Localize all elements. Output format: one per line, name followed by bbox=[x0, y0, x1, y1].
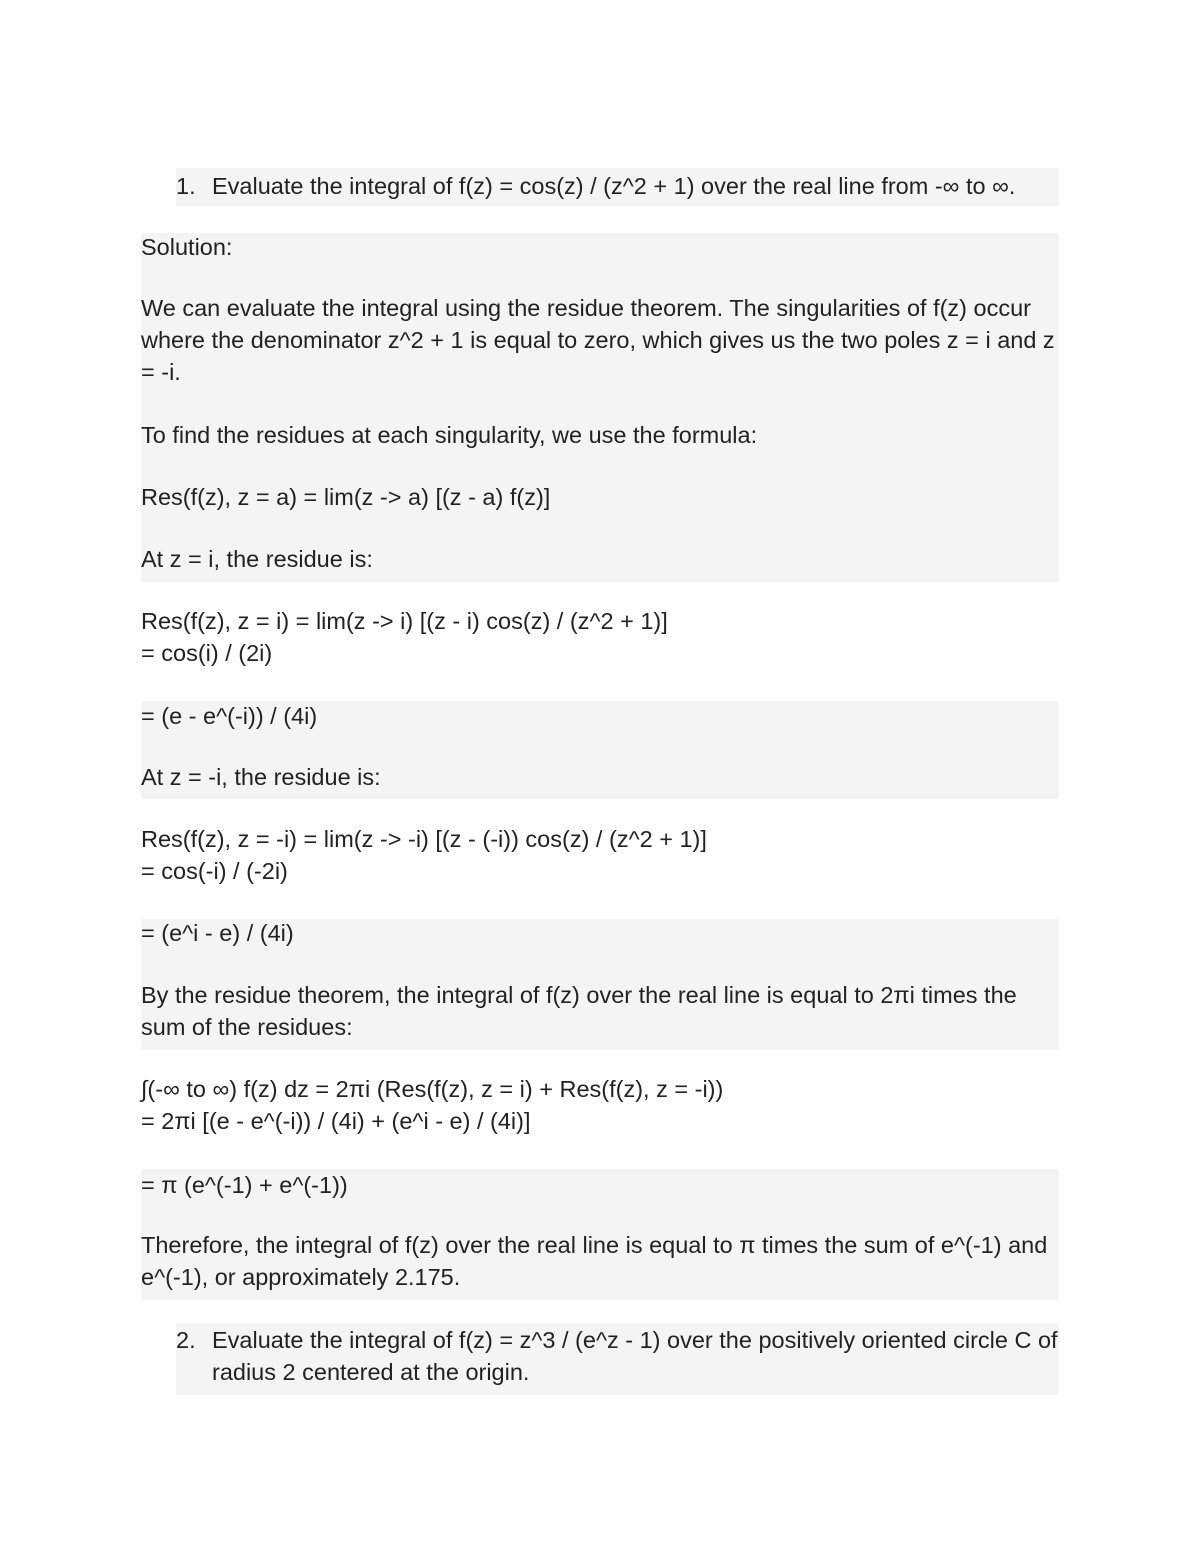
residue-formula: Res(f(z), z = a) = lim(z -> a) [(z - a) f(z)] bbox=[141, 484, 551, 510]
theorem-line-1: By the residue theorem, the integral of f(z) over the real line is equal to 2πi times the bbox=[141, 982, 1017, 1008]
residue-neg-i-result: = (e^i - e) / (4i) bbox=[141, 920, 294, 946]
residue-neg-i-intro: At z = -i, the residue is: bbox=[141, 764, 381, 790]
integral-line-1: ∫(-∞ to ∞) f(z) dz = 2πi (Res(f(z), z = i) + Res(f(z), z = -i)) bbox=[141, 1076, 724, 1102]
residue-i-line-2: = cos(i) / (2i) bbox=[141, 640, 273, 666]
formula-intro: To find the residues at each singularity, we use the formula: bbox=[141, 422, 758, 448]
list-item-2-number: 2. bbox=[176, 1327, 196, 1353]
residue-i-line-1: Res(f(z), z = i) = lim(z -> i) [(z - i) cos(z) / (z^2 + 1)] bbox=[141, 608, 668, 634]
residue-i-intro: At z = i, the residue is: bbox=[141, 546, 373, 572]
list-item-1-number: 1. bbox=[176, 173, 196, 199]
intro-line-2: where the denominator z^2 + 1 is equal to zero, which gives us the two poles z = i and z bbox=[141, 327, 1055, 353]
highlight-band-solution bbox=[141, 233, 1059, 582]
conclusion-line-1: Therefore, the integral of f(z) over the real line is equal to π times the sum of e^(-1) and bbox=[141, 1232, 1048, 1258]
residue-neg-i-line-1: Res(f(z), z = -i) = lim(z -> -i) [(z - (-i)) cos(z) / (z^2 + 1)] bbox=[141, 826, 707, 852]
integral-result: = π (e^(-1) + e^(-1)) bbox=[141, 1172, 348, 1198]
integral-line-2: = 2πi [(e - e^(-i)) / (4i) + (e^i - e) / (4i)] bbox=[141, 1108, 531, 1134]
theorem-line-2: sum of the residues: bbox=[141, 1014, 353, 1040]
intro-line-3: = -i. bbox=[141, 359, 181, 385]
residue-neg-i-line-2: = cos(-i) / (-2i) bbox=[141, 858, 288, 884]
list-item-2-text-line-1: Evaluate the integral of f(z) = z^3 / (e^z - 1) over the positively oriented circle C of bbox=[212, 1327, 1058, 1353]
conclusion-line-2: e^(-1), or approximately 2.175. bbox=[141, 1264, 461, 1290]
list-item-1-text: Evaluate the integral of f(z) = cos(z) / (z^2 + 1) over the real line from -∞ to ∞. bbox=[212, 173, 1016, 199]
intro-line-1: We can evaluate the integral using the residue theorem. The singularities of f(z) occur bbox=[141, 295, 1031, 321]
list-item-2-text-line-2: radius 2 centered at the origin. bbox=[212, 1359, 530, 1385]
residue-i-result: = (e - e^(-i)) / (4i) bbox=[141, 703, 318, 729]
solution-heading: Solution: bbox=[141, 234, 233, 260]
